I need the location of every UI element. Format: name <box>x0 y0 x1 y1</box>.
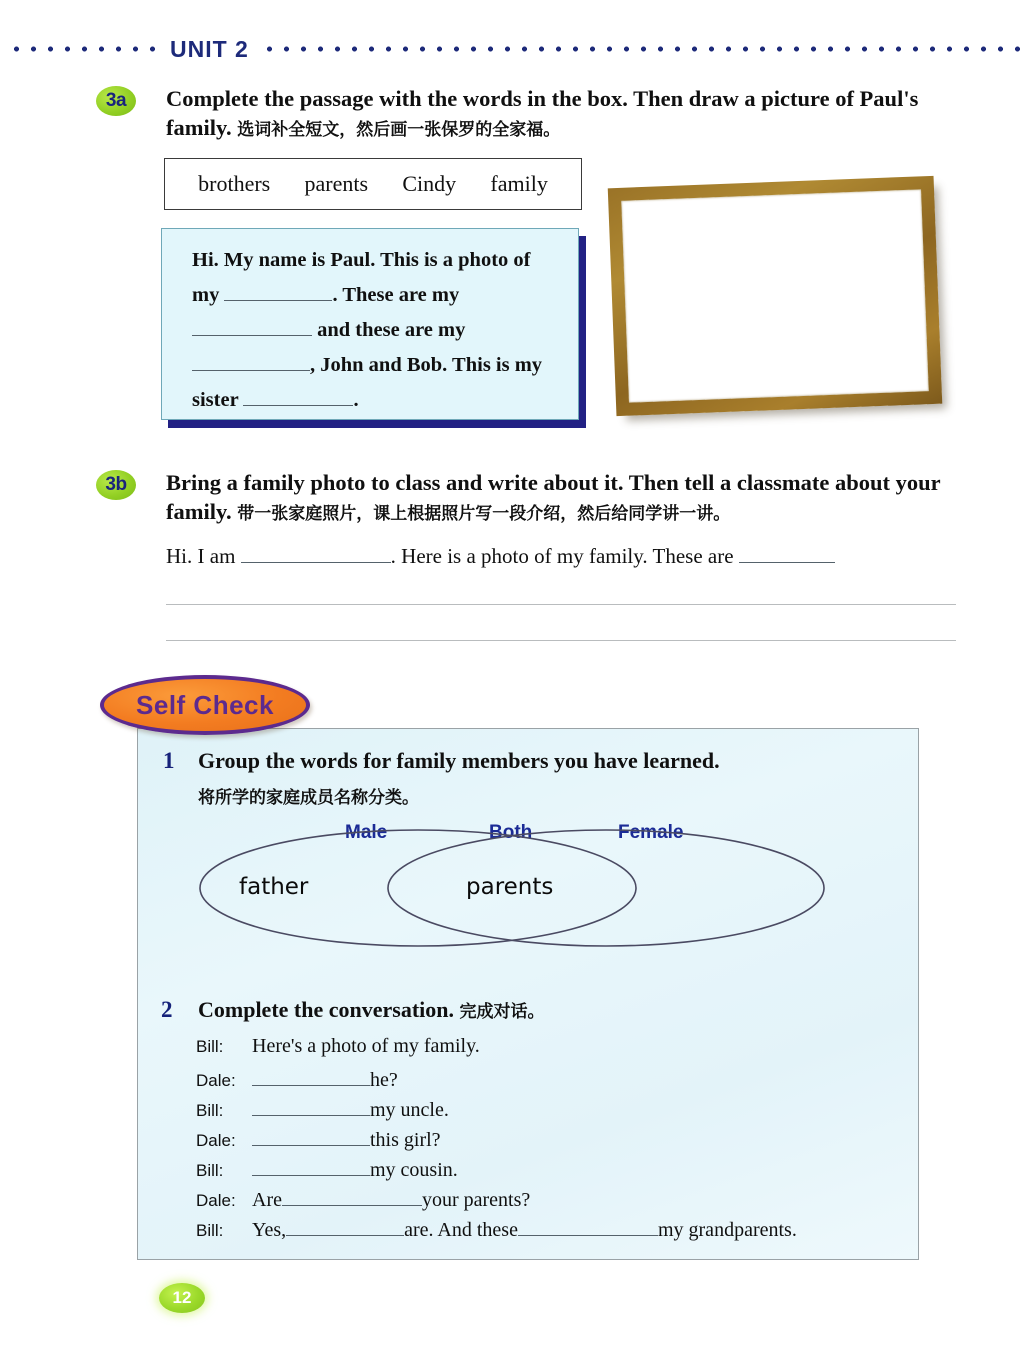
conversation-row <box>196 1095 896 1125</box>
passage-blank-4[interactable] <box>243 385 353 406</box>
passage-text <box>192 243 556 418</box>
word-bank-item[interactable]: Cindy <box>402 171 457 196</box>
conversation-text: Yes, <box>252 1219 287 1241</box>
conversation-text: he? <box>370 1069 398 1091</box>
conversation-blank[interactable] <box>282 1185 422 1206</box>
page-number: 12 <box>172 1288 192 1307</box>
task-3b-instruction-en: Bring a family photo to class and write about it. Then tell a classmate about your family. <box>166 470 941 524</box>
venn-word-both[interactable]: parents <box>466 874 554 900</box>
conversation-text: my grandparents. <box>657 1219 797 1241</box>
passage-blank-1[interactable] <box>224 280 332 301</box>
task-badge-3b: 3b <box>96 470 136 500</box>
venn-label-male: Male <box>345 822 388 843</box>
conversation-text: my cousin. <box>370 1159 458 1181</box>
unit-title: UNIT 2 <box>170 35 249 62</box>
passage-part-4: , John and Bob. This is my sister <box>192 354 543 411</box>
task-badge-3a: 3a <box>96 86 136 116</box>
word-bank-box <box>164 158 582 210</box>
conversation-row <box>196 1215 896 1245</box>
writing-blank-1[interactable] <box>241 542 391 563</box>
venn-label-female: Female <box>618 822 684 843</box>
conversation-list <box>196 1035 896 1245</box>
conversation-blank[interactable] <box>252 1125 370 1146</box>
passage-part-3: and these are my <box>317 319 466 341</box>
conversation-speaker: Dale: <box>196 1191 236 1210</box>
conversation-row <box>196 1155 896 1185</box>
writing-prompt-part-1: Hi. I am <box>166 544 236 568</box>
conversation-row <box>196 1035 896 1065</box>
task-3a-instruction-en: Complete the passage with the words in the box. Then draw a picture of Paul's family. <box>166 86 919 140</box>
task-3b-writing-line-1 <box>166 542 956 569</box>
conversation-row <box>196 1065 896 1095</box>
dotted-rule-left <box>8 46 158 52</box>
conversation-text: your parents? <box>421 1189 531 1211</box>
word-bank-item[interactable]: family <box>490 171 548 196</box>
passage-part-2: . These are my <box>332 284 460 306</box>
conversation-text: Here's a photo of my family. <box>252 1035 480 1057</box>
venn-ellipse-female[interactable] <box>388 830 824 946</box>
self-check-item-2-number: 2 <box>161 997 173 1022</box>
conversation-speaker: Dale: <box>196 1131 236 1150</box>
venn-word-male[interactable]: father <box>239 874 309 900</box>
task-3a-instruction-cn: 选词补全短文，然后画一张保罗的全家福。 <box>237 120 561 139</box>
self-check-label: Self Check <box>136 689 274 720</box>
self-check-item-1-heading: Group the words for family members you have learned. <box>198 748 720 773</box>
self-check-item-2-heading-en: Complete the conversation. <box>198 997 455 1022</box>
conversation-blank[interactable] <box>252 1065 370 1086</box>
word-bank-item[interactable]: brothers <box>198 171 271 196</box>
conversation-speaker: Bill: <box>196 1037 224 1056</box>
conversation-speaker: Bill: <box>196 1221 224 1240</box>
self-check-item-2-heading-cn: 完成对话。 <box>459 1002 545 1021</box>
conversation-speaker: Bill: <box>196 1101 224 1120</box>
task-3b-instruction-cn: 带一张家庭照片，课上根据照片写一段介绍，然后给同学讲一讲。 <box>237 504 731 523</box>
passage-box <box>161 228 579 420</box>
writing-blank-2[interactable] <box>739 542 835 563</box>
writing-rule-line[interactable] <box>166 604 956 605</box>
task-3a-instruction <box>166 84 966 144</box>
conversation-blank[interactable] <box>252 1155 370 1176</box>
passage-blank-3[interactable] <box>192 350 310 371</box>
conversation-text: my uncle. <box>370 1099 449 1121</box>
conversation-text: are. And these <box>404 1219 518 1241</box>
picture-frame-drawing-area[interactable] <box>621 189 929 402</box>
conversation-row <box>196 1185 896 1215</box>
self-check-item-1-number: 1 <box>163 748 175 773</box>
conversation-speaker: Bill: <box>196 1161 224 1180</box>
conversation-blank[interactable] <box>286 1215 404 1236</box>
conversation-speaker: Dale: <box>196 1071 236 1090</box>
passage-part-1: Hi. My name is Paul. This is a photo of my <box>192 249 531 306</box>
passage-part-5: . <box>353 389 359 411</box>
empty-picture-frame[interactable] <box>608 176 943 416</box>
venn-label-both: Both <box>489 822 533 843</box>
writing-rule-line[interactable] <box>166 640 956 641</box>
unit-header <box>0 30 1024 68</box>
dotted-rule-right <box>261 46 1024 52</box>
conversation-text: this girl? <box>370 1129 441 1151</box>
task-3b-instruction <box>166 468 976 528</box>
conversation-row <box>196 1125 896 1155</box>
conversation-text: Are <box>252 1189 282 1211</box>
conversation-blank[interactable] <box>518 1215 658 1236</box>
self-check-item-1-heading-cn: 将所学的家庭成员名称分类。 <box>198 788 419 807</box>
writing-prompt-part-2: . Here is a photo of my family. These are <box>390 544 734 568</box>
page-number-badge <box>159 1283 205 1313</box>
self-check-item-2-heading <box>198 997 545 1023</box>
word-bank-item[interactable]: parents <box>304 171 369 196</box>
passage-blank-2[interactable] <box>192 315 312 336</box>
conversation-blank[interactable] <box>252 1095 370 1116</box>
self-check-badge <box>100 675 310 735</box>
